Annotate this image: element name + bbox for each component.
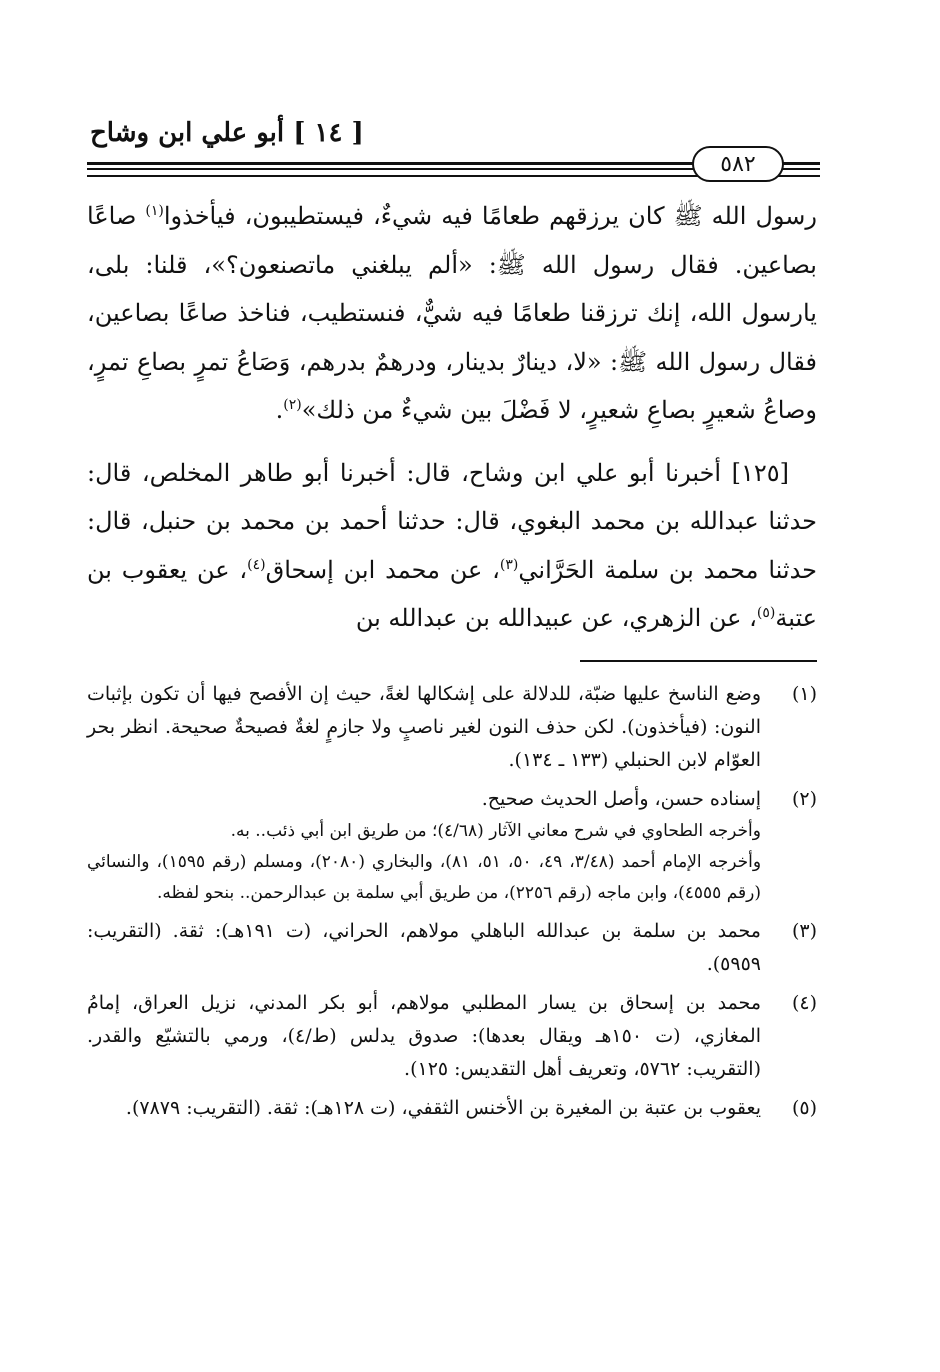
page-number (692, 146, 784, 182)
text-span: صاعًا بصاعين. فقال رسول الله ﷺ: «ألم يبلغني ماتصنعون؟»، قلنا: بلى، يارسول الله، إنك ترزقنا طعامًا فيه شيٌّ، فنستطيب، فناخذ صاعًا بصاعين، فقال رسول الله ﷺ: «لا، دينارٌ بدينار، ودرهمٌ بدرهم، وَصَاعُ تمرٍ بصاعِ تمرٍ، وصاعُ شعيرٍ بصاعِ شعيرٍ، لا فَضْلَ بين شيءٌ من ذلك» (87, 202, 817, 424)
text-span: [١٢٥] أخبرنا أبو علي ابن وشاح، قال: أخبرنا أبو طاهر المخلص، قال: حدثنا عبدالله بن محمد البغوي، قال: حدثنا أحمد بن محمد بن حنبل، قال: حدثنا محمد بن سلمة الحَرَّاني (87, 458, 817, 584)
footnote-ref: (١) (145, 203, 164, 219)
footnote-ref: (٤) (247, 556, 266, 573)
footnote-text: يعقوب بن عتبة بن المغيرة بن الأخنس الثقفي، (ت ١٢٨هـ): ثقة. (التقريب: ٧٨٧٩). (125, 1097, 761, 1119)
footnote-body (87, 987, 761, 1086)
footnote-number: (٤) (791, 992, 817, 1014)
text-span: ، عن محمد ابن إسحاق (265, 555, 500, 584)
page-number-text: ٥٨٢ (720, 151, 756, 177)
footnote (87, 987, 817, 1086)
footnote (87, 678, 817, 777)
footnote-subtext: وأخرجه الإمام أحمد (٣/٤٨، ٤٩، ٥٠، ٥١، ٨١)، والبخاري (٢٠٨٠)، ومسلم (رقم ١٥٩٥)، والنسائي (رقم ٤٥٥٥)، وابن ماجه (رقم ٢٢٥٦)، من طريق أبي سلمة بن عبدالرحمن.. بنحو لفظه. (87, 852, 762, 903)
footnote-separator (580, 660, 817, 662)
footnote-number: (١) (791, 683, 817, 705)
text-span: . (275, 396, 284, 424)
footnotes (87, 678, 817, 1131)
paragraph-isnad (87, 449, 817, 643)
text-span: ، عن الزهري، عن عبيدالله بن عبدالله بن (355, 604, 757, 632)
footnote-body (87, 783, 761, 909)
footnote-number: (٣) (791, 920, 817, 942)
footnote-ref: (٣) (499, 556, 519, 573)
footnote-ref: (٥) (756, 605, 776, 621)
paragraph-hadith (87, 192, 817, 435)
footnote-body (87, 678, 761, 777)
footnote-text: وضع الناسخ عليها ضبّة، للدلالة على إشكالها لغةً، حيث إن الأفصح فيها أن تكون بإثبات النون: (فيأخذون). لكن حذف النون لغير ناصبٍ ولا جازمٍ لغةٌ فصيحةٌ صحيحة. انظر بحر العوّام لابن الحنبلي (١٣٣ ـ ١٣٤). (87, 683, 761, 771)
text-span: رسول الله ﷺ كان يرزقهم طعامًا فيه شيءٌ، فيستطيبون، فيأخذوا (163, 202, 818, 230)
footnote-ref: (٢) (283, 397, 302, 413)
text-span: ، عن يعقوب بن عتبة (87, 555, 817, 632)
footnote-text: إسناده حسن، وأصل الحديث صحيح. (481, 788, 761, 810)
running-header-title: [ ١٤ ] أبو علي ابن وشاح (90, 118, 364, 148)
footnote (87, 915, 817, 981)
footnote-number: (٢) (791, 788, 817, 810)
footnote-text: محمد بن سلمة بن عبدالله الباهلي مولاهم، الحراني، (ت ١٩١هـ): ثقة. (التقريب: ٥٩٥٩). (87, 920, 761, 975)
footnote-body (87, 1092, 761, 1125)
footnote (87, 1092, 817, 1125)
main-text (87, 192, 817, 643)
footnote (87, 783, 817, 909)
footnote-text: محمد بن إسحاق بن يسار المطلبي مولاهم، أبو بكر المدني، نزيل العراق، إمامُ المغازي، (ت ١٥٠هـ ويقال بعدها): صدوق يدلس (ط/٤)، ورمي بالتشيّع والقدر. (التقريب: ٥٧٦٢، وتعريف أهل التقديس: ١٢٥). (87, 992, 761, 1080)
footnote-subtext: وأخرجه الطحاوي في شرح معاني الآثار (٤/٦٨)؛ من طريق ابن أبي ذئب.. به. (230, 821, 761, 841)
footnote-number: (٥) (791, 1097, 817, 1119)
footnote-body (87, 915, 761, 981)
